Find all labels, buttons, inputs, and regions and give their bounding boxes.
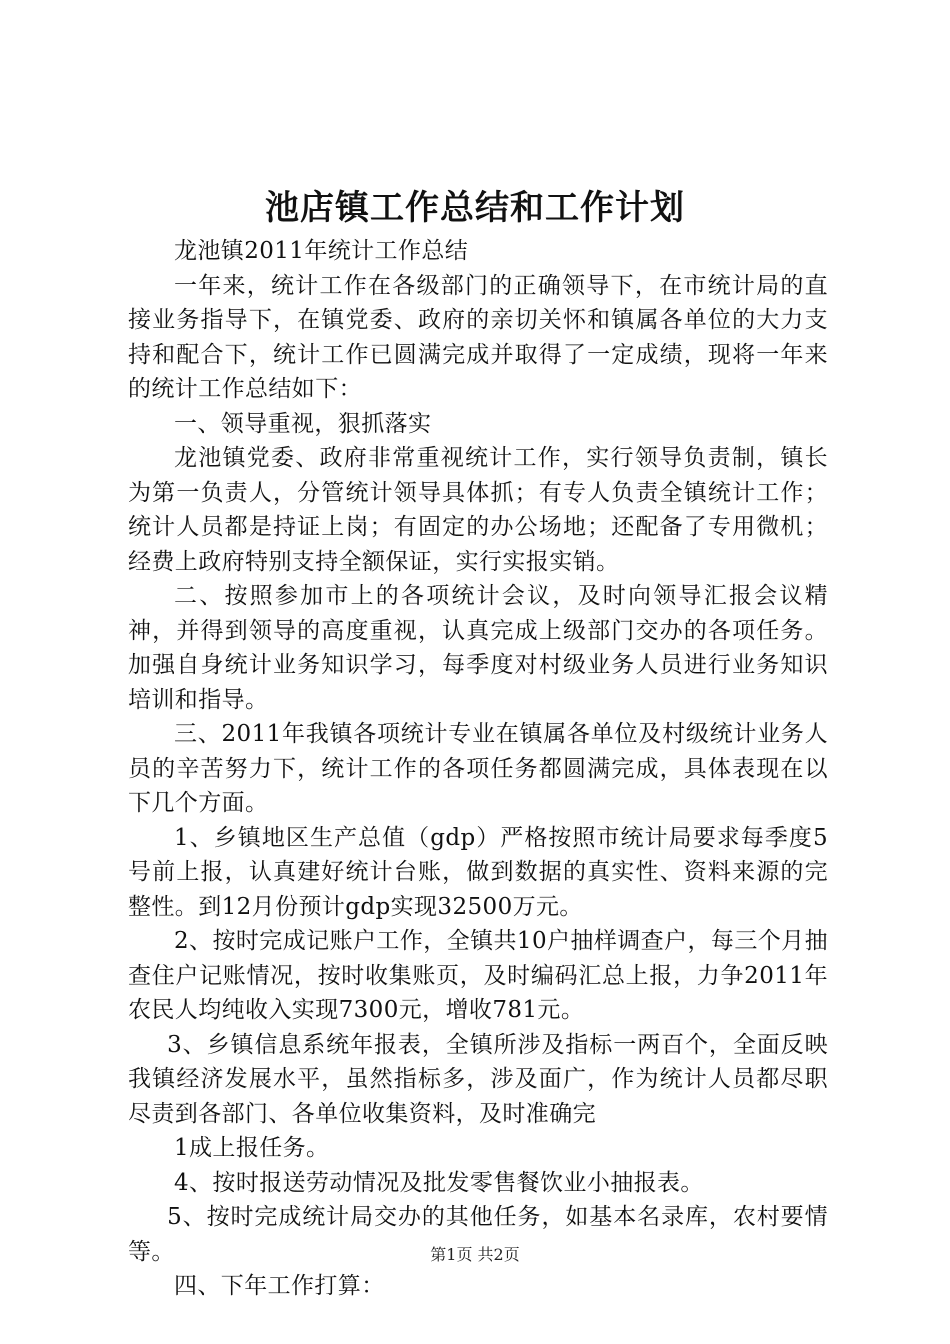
section-heading-4: 四、下年工作打算： (174, 1273, 385, 1299)
document-body (128, 234, 828, 1304)
paragraph-item-5: 5、按时完成统计局交办的其他任务，如基本名录库，农村要情等。 (128, 1204, 828, 1265)
paragraph-item-1: 1、乡镇地区生产总值（gdp）严格按照市统计局要求每季度5号前上报，认真建好统计台账，做到数据的真实性、资料来源的完整性。到12月份预计gdp实现32500万元。 (128, 824, 828, 920)
paragraph-subtitle: 龙池镇2011年统计工作总结 (174, 238, 469, 264)
page-footer: 第1页 共2页 (430, 1245, 520, 1264)
paragraph-item-3-continued: 1成上报任务。 (174, 1135, 330, 1161)
paragraph-item-4: 4、按时报送劳动情况及批发零售餐饮业小抽报表。 (174, 1169, 704, 1196)
paragraph-section-3: 三、2011年我镇各项统计专业在镇属各单位及村级统计业务人员的辛苦努力下，统计工作的各项任务都圆满完成，具体表现在以下几个方面。 (128, 721, 828, 816)
paragraph-item-3: 3、乡镇信息系统年报表，全镇所涉及指标一两百个，全面反映我镇经济发展水平，虽然指标多，涉及面广，作为统计人员都尽职尽责到各部门、各单位收集资料，及时准确完 (128, 1031, 828, 1127)
paragraph-intro: 一年来，统计工作在各级部门的正确领导下，在市统计局的直接业务指导下，在镇党委、政府的亲切关怀和镇属各单位的大力支持和配合下，统计工作已圆满完成并取得了一定成绩，现将一年来的统计工作总结如下： (128, 272, 828, 402)
section-heading-1: 一、领导重视，狠抓落实 (174, 410, 432, 437)
document-title: 池店镇工作总结和工作计划 (265, 188, 685, 228)
paragraph-section-1: 龙池镇党委、政府非常重视统计工作，实行领导负责制，镇长为第一负责人，分管统计领导具体抓；有专人负责全镇统计工作；统计人员都是持证上岗；有固定的办公场地；还配备了专用微机；经费上政府特别支持全额保证，实行实报实销。 (128, 445, 828, 575)
paragraph-section-2: 二、按照参加市上的各项统计会议，及时向领导汇报会议精神，并得到领导的高度重视，认真完成上级部门交办的各项任务。加强自身统计业务知识学习，每季度对村级业务人员进行业务知识培训和指导。 (128, 583, 828, 713)
paragraph-item-2: 2、按时完成记账户工作，全镇共10户抽样调查户，每三个月抽查住户记账情况，按时收集账页，及时编码汇总上报，力争2011年农民人均纯收入实现7300元，增收781元。 (128, 928, 828, 1023)
